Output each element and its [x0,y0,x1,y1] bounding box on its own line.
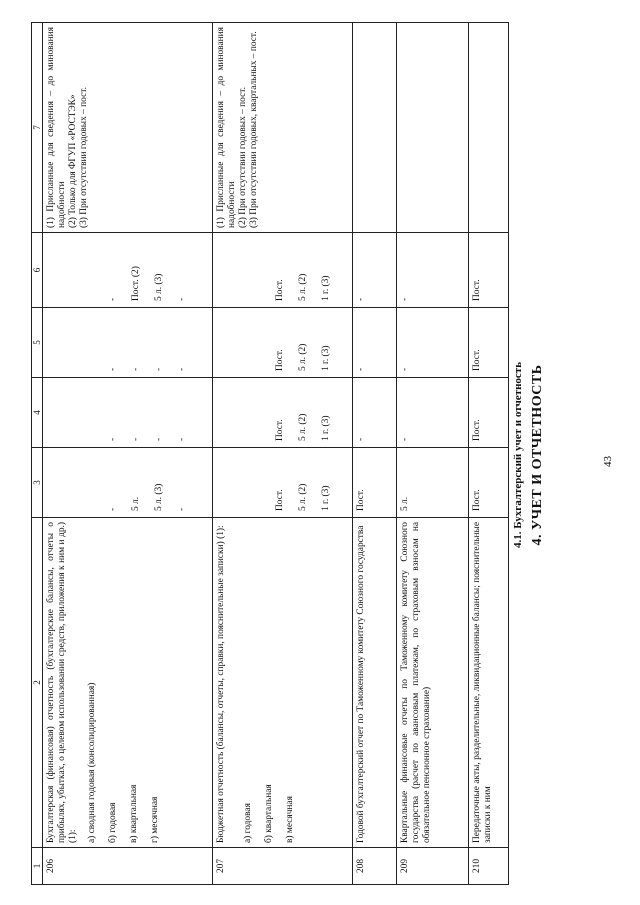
retention-cell [213,308,353,378]
column-number: 3 [32,448,43,518]
sub-item: а) сводная годовая (консолидированная) [87,682,98,843]
retention-value: - [353,308,397,378]
description-text: Бухгалтерская (финансовая) отчетность (бухгалтерские балансы, отчеты о прибылях, убытках, о целевом использовании средств, приложения к ним и др.) (1): [46,522,79,843]
retention-value: 5 л. (2) [298,483,309,511]
retention-value: Пост. [469,233,509,308]
retention-value: 1 г. (3) [321,275,332,301]
retention-value: 1 г. (3) [321,485,332,511]
retention-value: - [131,437,142,441]
row-number: 209 [397,848,469,885]
sub-item: б) годовая [108,802,119,843]
subsection-title: 4.1. Бухгалтерский учет и отчетность [512,361,524,549]
column-number: 6 [32,233,43,308]
table-row [469,23,509,885]
retention-value: Пост. [275,349,286,371]
retention-value: Пост. [275,489,286,511]
row-description [213,518,353,848]
note-cell [353,23,397,233]
retention-value: - [177,437,188,441]
retention-value: - [108,507,119,511]
row-description: Годовой бухгалтерский отчет по Таможенному комитету Союзного государства [353,518,397,848]
retention-cell [43,233,213,308]
row-description: Передаточные акты, разделительные, ликвидационные балансы; пояснительные записки к ним [469,518,509,848]
retention-value: - [177,367,188,371]
retention-value: - [154,437,165,441]
note-cell [43,23,213,233]
retention-value: - [353,233,397,308]
retention-value: 5 л. (3) [154,273,165,301]
retention-value: Пост. [275,419,286,441]
retention-cell [213,378,353,448]
retention-value: Пост. [353,448,397,518]
column-number-row [32,23,43,885]
note-cell [213,23,353,233]
row-number: 206 [43,848,213,885]
retention-value: - [397,378,469,448]
sub-item: в) квартальная [128,784,139,843]
retention-value: Пост. [469,308,509,378]
column-number: 7 [32,23,43,233]
retention-value: - [154,367,165,371]
retention-value: - [108,367,119,371]
row-description [43,518,213,848]
table-row [353,23,397,885]
retention-cell [43,448,213,518]
row-description: Квартальные финансовые отчеты по Таможенному комитету Союзного государства (расчет по авансовым платежам, по страховым взносам на обязательное пенсионное страхование) [397,518,469,848]
note-text: (1) Присланные для сведения – до минования надобности (2) При отсутствии годовых – пост. (3) При отсутствии годовых, квартальных – пост. [216,27,260,228]
retention-value: Пост. [469,378,509,448]
column-number: 4 [32,378,43,448]
retention-value: 5 л. (2) [298,413,309,441]
retention-value: Пост. (2) [131,266,142,301]
retention-value: 5 л. (2) [298,273,309,301]
sub-item: в) месячная [285,796,296,843]
retention-value: - [397,308,469,378]
retention-value: Пост. [275,279,286,301]
retention-value: Пост. [469,448,509,518]
section-title: 4. УЧЕТ И ОТЧЕТНОСТЬ [530,364,545,546]
note-cell [469,23,509,233]
sub-item: а) годовая [243,803,254,843]
retention-cell [43,308,213,378]
retention-table [31,22,509,885]
retention-cell [213,233,353,308]
retention-value: - [131,367,142,371]
page-number: 43 [602,456,614,467]
retention-cell [213,448,353,518]
row-number: 210 [469,848,509,885]
description-text: Бюджетная отчетность (балансы, отчеты, справки, пояснительные записки) (1): [216,525,227,843]
row-number: 208 [353,848,397,885]
column-number: 5 [32,308,43,378]
retention-value: - [177,297,188,301]
retention-value: - [397,233,469,308]
retention-cell [43,378,213,448]
retention-value: - [108,437,119,441]
sub-item: б) квартальная [264,784,275,843]
row-number: 207 [213,848,353,885]
sub-item: г) месячная [149,796,160,843]
retention-value: 5 л. (3) [154,483,165,511]
retention-value: 5 л. [397,448,469,518]
retention-value: 1 г. (3) [321,415,332,441]
note-text: (1) Присланные для сведения – до минования надобности (2) Только для ФГУП «РОСТЭК» (3) При отсутствии годовых – пост. [46,27,90,228]
column-number: 2 [32,518,43,848]
table-row [43,23,213,885]
retention-value: - [177,507,188,511]
table-row [213,23,353,885]
retention-value: 5 л. (2) [298,343,309,371]
retention-value: 1 г. (3) [321,345,332,371]
retention-value: 5 л. [131,496,142,511]
note-cell [397,23,469,233]
retention-value: - [353,378,397,448]
column-number: 1 [32,848,43,885]
retention-value: - [108,297,119,301]
table-row [397,23,469,885]
